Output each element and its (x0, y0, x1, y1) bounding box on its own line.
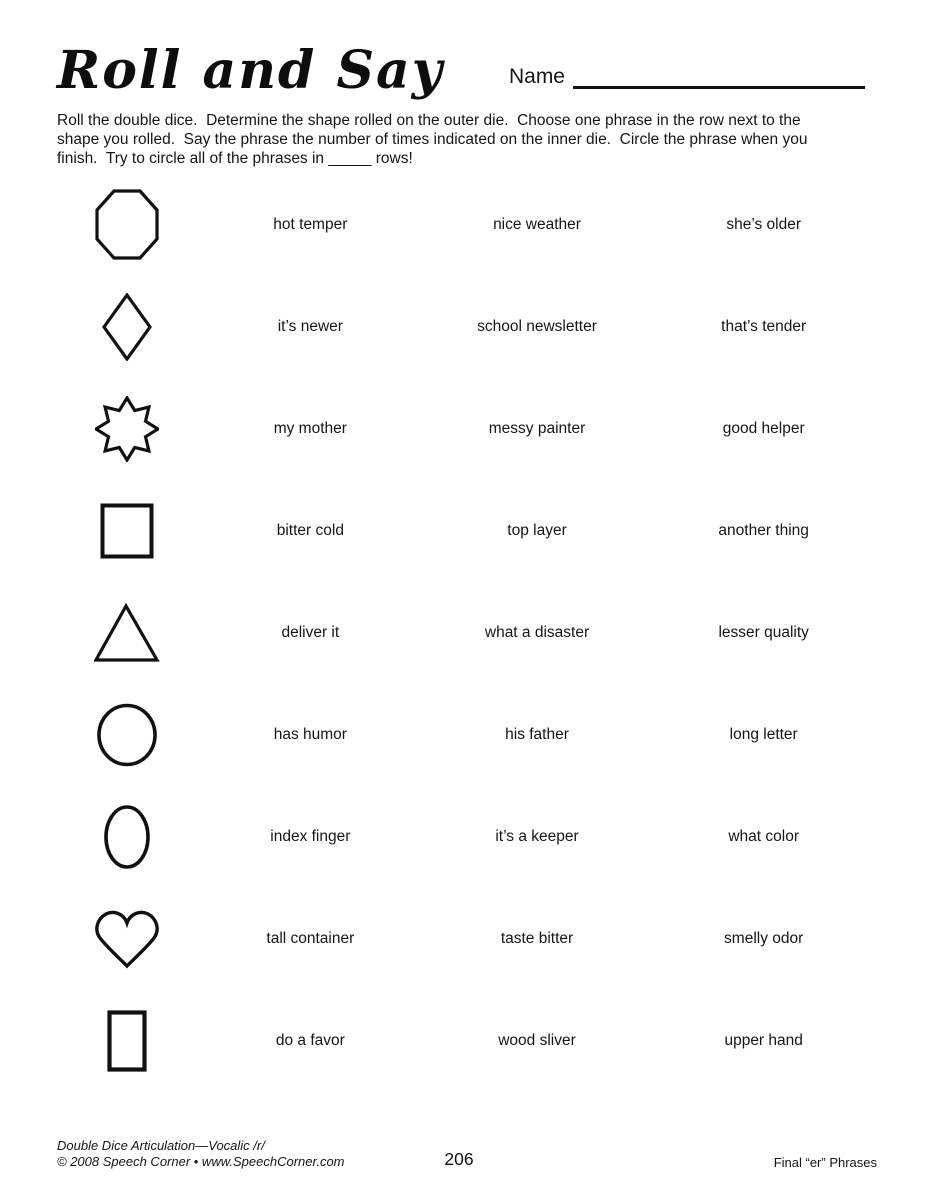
octagon-icon (57, 189, 197, 260)
phrase[interactable]: she’s older (726, 215, 802, 233)
phrase[interactable]: good helper (722, 419, 805, 437)
phrase[interactable]: bitter cold (276, 521, 344, 539)
phrase[interactable]: what a disaster (484, 623, 590, 641)
heart-icon (57, 908, 197, 970)
page-number: 206 (444, 1149, 474, 1169)
phrase[interactable]: school newsletter (477, 317, 597, 335)
phrase[interactable]: messy painter (488, 419, 586, 437)
phrase[interactable]: wood sliver (498, 1031, 576, 1049)
table-row (0, 174, 927, 276)
circle-icon (57, 703, 197, 767)
footer-series-info (57, 1138, 452, 1170)
table-row (0, 786, 927, 888)
table-row (0, 480, 927, 582)
phrase[interactable]: top layer (507, 521, 567, 539)
header (0, 0, 927, 99)
table-row (0, 276, 927, 378)
phrase[interactable]: taste bitter (500, 929, 574, 947)
phrase[interactable]: my mother (273, 419, 347, 437)
phrase[interactable]: deliver it (281, 623, 340, 641)
table-row (0, 990, 927, 1092)
name-blank-line[interactable] (573, 65, 865, 89)
series-title: Double Dice Articulation—Vocalic /r/ (57, 1138, 265, 1153)
instructions-line: Roll the double dice. Determine the shape rolled on the outer die. Choose one phrase in the row next to the (57, 111, 801, 129)
phrase[interactable]: hot temper (273, 215, 348, 233)
eight-point-star-icon (57, 396, 197, 462)
phrase[interactable]: upper hand (724, 1031, 803, 1049)
footer (57, 1138, 877, 1170)
copyright-line: © 2008 Speech Corner • www.SpeechCorner.com (57, 1154, 345, 1169)
rectangle-icon (57, 1010, 197, 1072)
phrase[interactable]: it’s newer (277, 317, 343, 335)
phrase[interactable]: has humor (273, 725, 347, 743)
phrase[interactable]: it’s a keeper (495, 827, 579, 845)
phrase[interactable]: tall container (266, 929, 355, 947)
name-area (509, 65, 865, 89)
phrase[interactable]: what color (728, 827, 799, 845)
phrase[interactable]: another thing (718, 521, 809, 539)
table-row (0, 378, 927, 480)
triangle-icon (57, 603, 197, 663)
square-icon (57, 503, 197, 559)
table-row (0, 888, 927, 990)
phrase[interactable]: smelly odor (724, 929, 804, 947)
instructions-line: finish. Try to circle all of the phrases in _____ rows! (57, 149, 413, 167)
instructions (0, 99, 927, 168)
phrase[interactable]: that’s tender (721, 317, 807, 335)
phrase-table (0, 174, 927, 1092)
oval-icon (57, 804, 197, 870)
phrase[interactable]: lesser quality (718, 623, 809, 641)
phrase[interactable]: nice weather (493, 215, 581, 233)
phrase[interactable]: long letter (729, 725, 798, 743)
name-label: Name (508, 64, 565, 88)
instructions-line: shape you rolled. Say the phrase the number of times indicated on the inner die. Circle the phrase when you (57, 130, 808, 148)
table-row (0, 684, 927, 786)
phrase[interactable]: do a favor (275, 1031, 345, 1049)
worksheet-category: Final “er” Phrases (773, 1155, 878, 1170)
phrase[interactable]: his father (505, 725, 569, 743)
table-row (0, 582, 927, 684)
page-title: Roll and Say (57, 40, 444, 101)
phrase[interactable]: index finger (270, 827, 351, 845)
diamond-icon (57, 293, 197, 361)
